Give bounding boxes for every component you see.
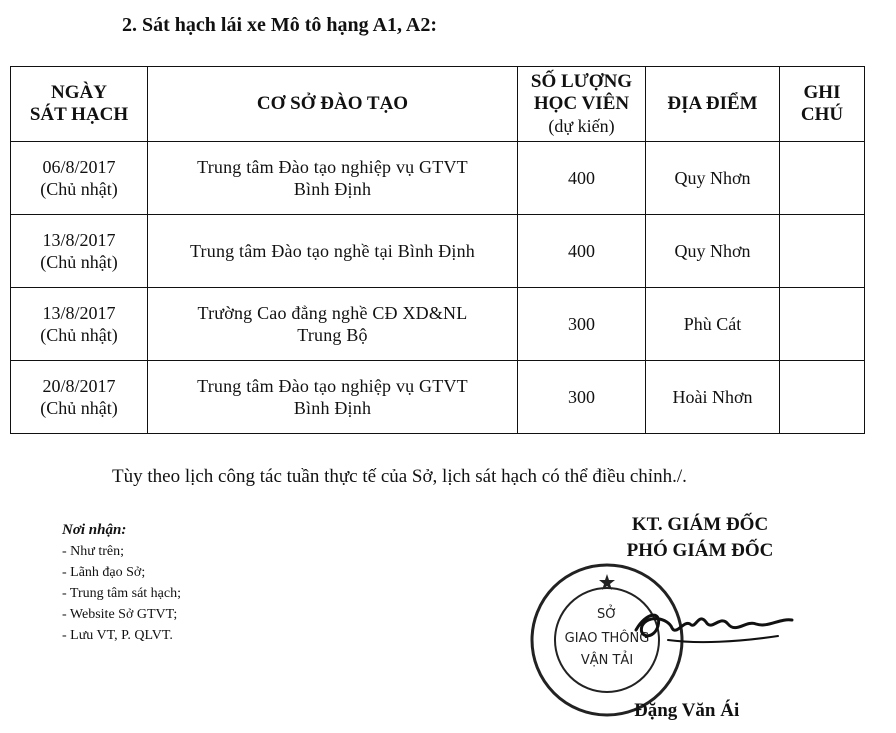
cell-note [780, 361, 865, 434]
cell-date: 20/8/2017 (Chủ nhật) [11, 361, 148, 434]
table-row [11, 288, 865, 361]
recipients-title: Nơi nhận: [62, 522, 127, 538]
cell-note [780, 215, 865, 288]
seal-center-line-2: GIAO THÔNG [564, 631, 650, 646]
header-note: GHI CHÚ [780, 67, 865, 142]
cell-note [780, 288, 865, 361]
cell-qty: 300 [518, 361, 646, 434]
header-place: ĐỊA ĐIỂM [646, 67, 780, 142]
cell-place: Phù Cát [646, 288, 780, 361]
list-item: - Lãnh đạo Sở; [62, 565, 146, 580]
header-qty: SỐ LƯỢNG HỌC VIÊN (dự kiến) [518, 67, 646, 142]
recipients-block [62, 520, 181, 646]
schedule-footnote: Tùy theo lịch công tác tuần thực tế của Sở, lịch sát hạch có thể điều chỉnh./. [112, 466, 687, 487]
cell-org: Trung tâm Đào tạo nghề tại Bình Định [148, 215, 518, 288]
signature-title [580, 512, 820, 564]
cell-place: Quy Nhơn [646, 142, 780, 215]
cell-qty: 300 [518, 288, 646, 361]
seal-center-line-1: SỞ [596, 607, 618, 622]
table-row [11, 142, 865, 215]
table-header-row [11, 67, 865, 142]
cell-date: 13/8/2017 (Chủ nhật) [11, 215, 148, 288]
cell-note [780, 142, 865, 215]
handwritten-signature [628, 600, 798, 650]
table-row [11, 215, 865, 288]
list-item: - Như trên; [62, 544, 125, 559]
list-item: - Website Sở GTVT; [62, 607, 178, 622]
header-date: NGÀY SÁT HẠCH [11, 67, 148, 142]
cell-place: Hoài Nhơn [646, 361, 780, 434]
cell-org: Trung tâm Đào tạo nghiệp vụ GTVT Bình Định [148, 361, 518, 434]
cell-org: Trung tâm Đào tạo nghiệp vụ GTVT Bình Định [148, 142, 518, 215]
cell-org: Trường Cao đẳng nghề CĐ XD&NL Trung Bộ [148, 288, 518, 361]
section-heading: 2. Sát hạch lái xe Mô tô hạng A1, A2: [122, 14, 438, 36]
cell-qty: 400 [518, 215, 646, 288]
signature-line-2: PHÓ GIÁM ĐỐC [626, 540, 774, 561]
cell-qty: 400 [518, 142, 646, 215]
cell-date: 13/8/2017 (Chủ nhật) [11, 288, 148, 361]
list-item: - Lưu VT, P. QLVT. [62, 628, 173, 643]
table-row [11, 361, 865, 434]
seal-center-line-3: VẬN TẢI [580, 653, 634, 668]
signature-line-1: KT. GIÁM ĐỐC [631, 514, 769, 535]
exam-schedule-table [10, 66, 865, 434]
cell-date: 06/8/2017 (Chủ nhật) [11, 142, 148, 215]
signer-name: Đặng Văn Ái [634, 700, 740, 721]
header-org: CƠ SỞ ĐÀO TẠO [148, 67, 518, 142]
list-item: - Trung tâm sát hạch; [62, 586, 181, 601]
cell-place: Quy Nhơn [646, 215, 780, 288]
